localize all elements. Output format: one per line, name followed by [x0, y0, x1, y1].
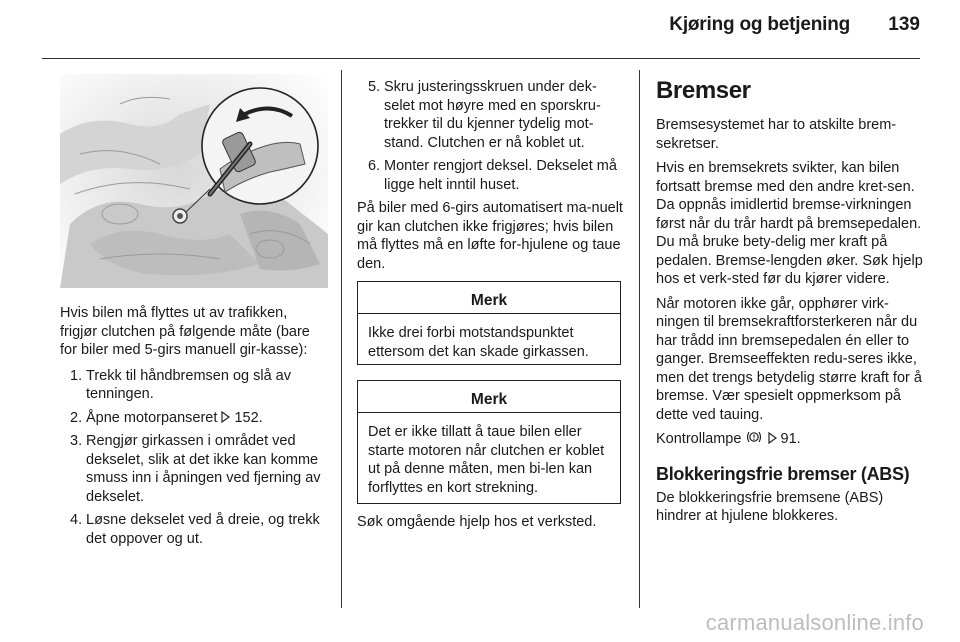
list-item — [357, 157, 625, 194]
note-body: Ikke drei forbi motstandspunktet ettersom det kan skade girkassen. — [368, 325, 589, 360]
note-box-1 — [357, 281, 621, 365]
triangle-ref-icon — [221, 411, 230, 423]
steps-list-1 — [60, 367, 328, 549]
step-number: 3. — [70, 433, 83, 449]
intro-paragraph: Hvis bilen må flyttes ut av trafikken, frigjør clutchen på følgende måte (bare for biler med 5-girs manuell gir-kasse): — [60, 305, 310, 358]
note-title: Merk — [470, 292, 508, 309]
step-number: 6. — [368, 158, 381, 174]
list-item — [60, 511, 328, 548]
workshop-paragraph: Søk omgående hjelp hos et verksted. — [357, 514, 597, 530]
page-reference: 91. — [780, 431, 801, 447]
step-text: Trekk til håndbremsen og slå av tenningen. — [86, 367, 291, 402]
brake-warning-lamp-icon — [745, 430, 763, 444]
page-header-title: Kjøring og betjening — [669, 14, 850, 35]
page-number: 139 — [888, 14, 920, 35]
page-reference: 152. — [234, 409, 263, 426]
note-body: Det er ikke tillatt å taue bilen eller starte motoren når clutchen er koblet ut på denne måten, men bi-len kan forflyttes en kort strekning. — [368, 424, 605, 496]
section-heading-abs: Blokkeringsfrie bremser (ABS) — [656, 463, 910, 484]
automated-gearbox-paragraph: På biler med 6-girs automatisert ma-nuelt gir kan clutchen ikke frigjøres; hvis bilen må flyttes må en løfte for-hjulene og taue den. — [357, 200, 623, 272]
brakes-paragraph-3: Når motoren ikke går, opphører virk-ningen til bremsekraftforsterkeren når du har trådd inn bremsepedalen én eller to ganger. Bremseeffekten redu-seres ikke, men det trengs betydelig større kraft for å bremse. Vær spesielt oppmerksom på dette ved tauing. — [656, 295, 922, 423]
list-item — [60, 367, 328, 404]
step-number: 4. — [70, 512, 83, 528]
column-1-text — [60, 304, 328, 553]
step-number: 1. — [70, 367, 83, 384]
header-divider — [42, 58, 920, 59]
section-heading-brakes: Bremser — [656, 77, 751, 104]
list-item — [60, 409, 328, 428]
column-divider-2 — [639, 70, 640, 608]
column-2-text — [357, 78, 625, 273]
list-item — [357, 78, 625, 152]
step-text: Rengjør girkassen i området ved dekselet, slik at det ikke kan komme smuss inn i åpningen ved fjerning av dekselet. — [86, 433, 321, 505]
column-divider-1 — [341, 70, 342, 608]
brakes-paragraph-1: Bremsesystemet har to atskilte brem-sekretser. — [656, 117, 897, 152]
step-number: 5. — [368, 79, 381, 95]
brakes-paragraph-2: Hvis en bremsekrets svikter, kan bilen fortsatt bremse med den andre kret-sen. Da oppnås imidlertid bremse-virkningen først når du trår hardt på bremsepedalen. Du må bruke bety-delig mer kraft på pedalen. Bremse-lengden øker. Søk hjelp hos et verk-sted før du kjører videre. — [656, 160, 923, 287]
step-text: Skru justeringsskruen under dek-selet mot høyre med en sporskru-trekker til du kjenner tydelig mot-stand. Clutchen er nå koblet ut. — [384, 79, 601, 151]
brakes-paragraph-4 — [656, 430, 924, 449]
step-number: 2. — [70, 409, 83, 426]
triangle-ref-icon — [768, 432, 777, 444]
column-3-text — [656, 78, 924, 532]
watermark: carmanualsonline.info — [705, 610, 924, 635]
abs-paragraph: De blokkeringsfrie bremsene (ABS) hindrer at hjulene blokkeres. — [656, 489, 884, 524]
warning-lamp-label: Kontrollampe — [656, 431, 742, 447]
steps-list-2 — [357, 78, 625, 194]
step-text: Løsne dekselet ved å dreie, og trekk det oppover og ut. — [86, 512, 320, 547]
note-box-2 — [357, 380, 621, 504]
step-text: Åpne motorpanseret — [86, 409, 218, 426]
step-text: Monter rengjort deksel. Dekselet må ligge helt inntil huset. — [384, 158, 617, 193]
list-item — [60, 432, 328, 506]
note-title: Merk — [470, 391, 508, 408]
gearbox-illustration — [60, 74, 328, 288]
